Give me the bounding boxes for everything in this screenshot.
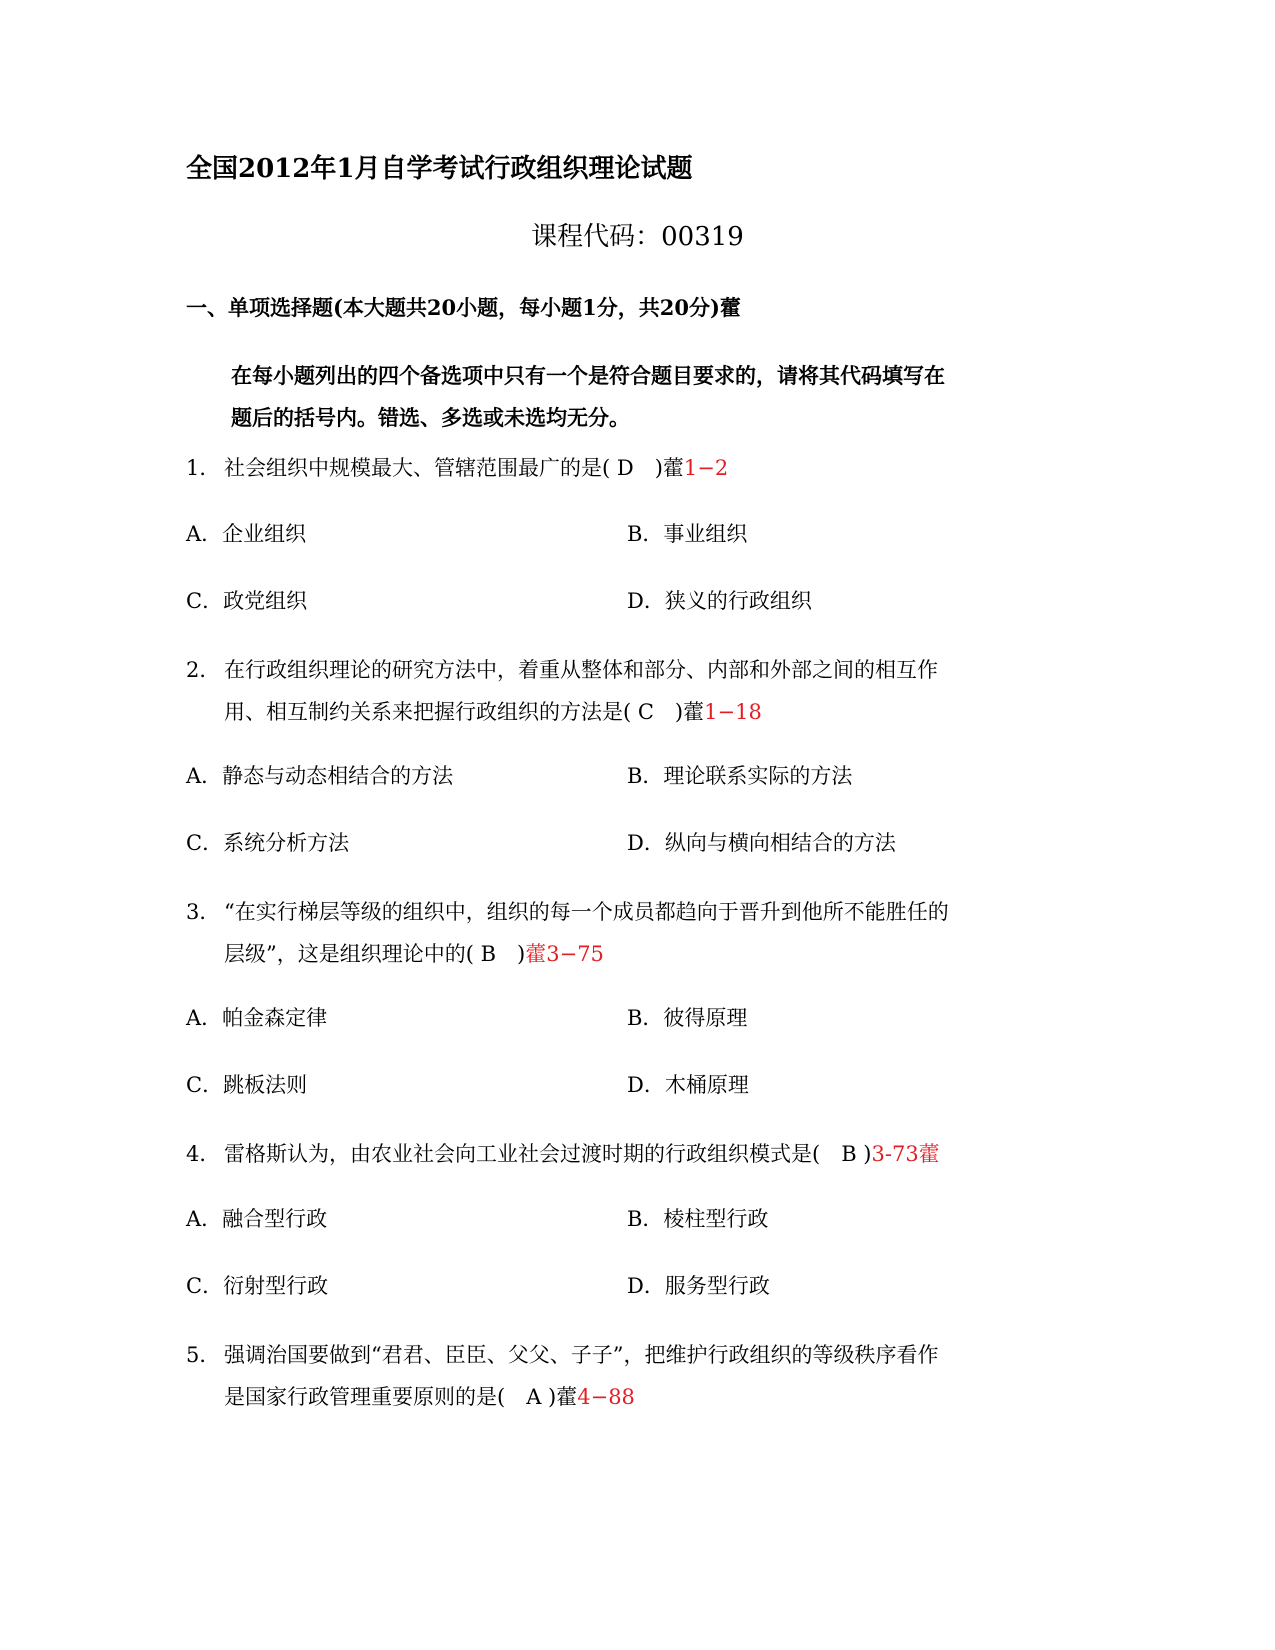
course-code: 课程代码：00319 bbox=[531, 222, 744, 252]
question-text bbox=[224, 891, 1084, 975]
question-stem: 社会组织中规模最大、管辖范围最广的是( D )藿 bbox=[224, 456, 684, 480]
question-line bbox=[224, 1376, 1084, 1418]
question-2-option-c: C．系统分析方法 bbox=[186, 831, 350, 855]
question-4-option-a: A．融合型行政 bbox=[186, 1207, 328, 1231]
question-2 bbox=[186, 649, 1084, 733]
question-1-option-b: B．事业组织 bbox=[627, 522, 748, 546]
question-text bbox=[224, 649, 1084, 733]
exam-title: 全国2012年1月自学考试行政组织理论试题 bbox=[186, 154, 693, 184]
page-reference: 1−18 bbox=[704, 700, 762, 724]
question-number: 3． bbox=[186, 900, 221, 924]
question-line bbox=[224, 1133, 1084, 1175]
question-1 bbox=[186, 447, 1084, 489]
question-stem: “在实行梯层等级的组织中，组织的每一个成员都趋向于晋升到他所不能胜任的 bbox=[224, 900, 949, 924]
page-reference: 1−2 bbox=[683, 456, 729, 480]
question-text bbox=[224, 447, 1084, 489]
question-stem: 是国家行政管理重要原则的是( A )藿 bbox=[224, 1385, 578, 1409]
section-heading: 一、单项选择题(本大题共20小题，每小题1分，共20分)藿 bbox=[186, 295, 741, 320]
question-stem: 用、相互制约关系来把握行政组织的方法是( C )藿 bbox=[224, 700, 705, 724]
question-2-option-a: A．静态与动态相结合的方法 bbox=[186, 764, 454, 788]
question-5 bbox=[186, 1334, 1084, 1418]
question-2-option-b: B．理论联系实际的方法 bbox=[627, 764, 853, 788]
question-number: 4． bbox=[186, 1142, 221, 1166]
question-3-option-b: B．彼得原理 bbox=[627, 1006, 748, 1030]
question-stem: 强调治国要做到“君君、臣臣、父父、子子”，把维护行政组织的等级秩序看作 bbox=[224, 1343, 939, 1367]
question-line bbox=[224, 649, 1084, 691]
question-stem: 在行政组织理论的研究方法中，着重从整体和部分、内部和外部之间的相互作 bbox=[224, 658, 938, 682]
question-number: 1． bbox=[186, 456, 221, 480]
instruction-line: 在每小题列出的四个备选项中只有一个是符合题目要求的，请将其代码填写在 bbox=[231, 363, 945, 388]
question-line bbox=[224, 691, 1084, 733]
question-3-option-c: C．跳板法则 bbox=[186, 1073, 308, 1097]
page-reference: 藿3−75 bbox=[525, 942, 604, 966]
question-text bbox=[224, 1133, 1084, 1175]
page-reference: 4−88 bbox=[577, 1385, 635, 1409]
question-4-option-b: B．棱柱型行政 bbox=[627, 1207, 769, 1231]
question-stem: 层级”，这是组织理论中的( B ) bbox=[224, 942, 526, 966]
page-reference: 3-73藿 bbox=[871, 1142, 940, 1166]
question-line bbox=[224, 891, 1084, 933]
question-number: 2． bbox=[186, 658, 221, 682]
question-4 bbox=[186, 1133, 1084, 1175]
question-1-option-a: A．企业组织 bbox=[186, 522, 307, 546]
question-line bbox=[224, 933, 1084, 975]
question-4-option-c: C．衍射型行政 bbox=[186, 1274, 329, 1298]
question-line bbox=[224, 1334, 1084, 1376]
question-line bbox=[224, 447, 1084, 489]
question-1-option-d: D．狭义的行政组织 bbox=[627, 589, 812, 613]
instruction-line: 题后的括号内。错选、多选或未选均无分。 bbox=[231, 405, 630, 430]
question-3-option-a: A．帕金森定律 bbox=[186, 1006, 328, 1030]
question-text bbox=[224, 1334, 1084, 1418]
question-stem: 雷格斯认为，由农业社会向工业社会过渡时期的行政组织模式是( B ) bbox=[224, 1142, 872, 1166]
question-4-option-d: D．服务型行政 bbox=[627, 1274, 770, 1298]
question-1-option-c: C．政党组织 bbox=[186, 589, 308, 613]
section-instructions bbox=[231, 355, 1091, 439]
question-2-option-d: D．纵向与横向相结合的方法 bbox=[627, 831, 896, 855]
question-number: 5． bbox=[186, 1343, 221, 1367]
question-3-option-d: D．木桶原理 bbox=[627, 1073, 749, 1097]
question-3 bbox=[186, 891, 1084, 975]
